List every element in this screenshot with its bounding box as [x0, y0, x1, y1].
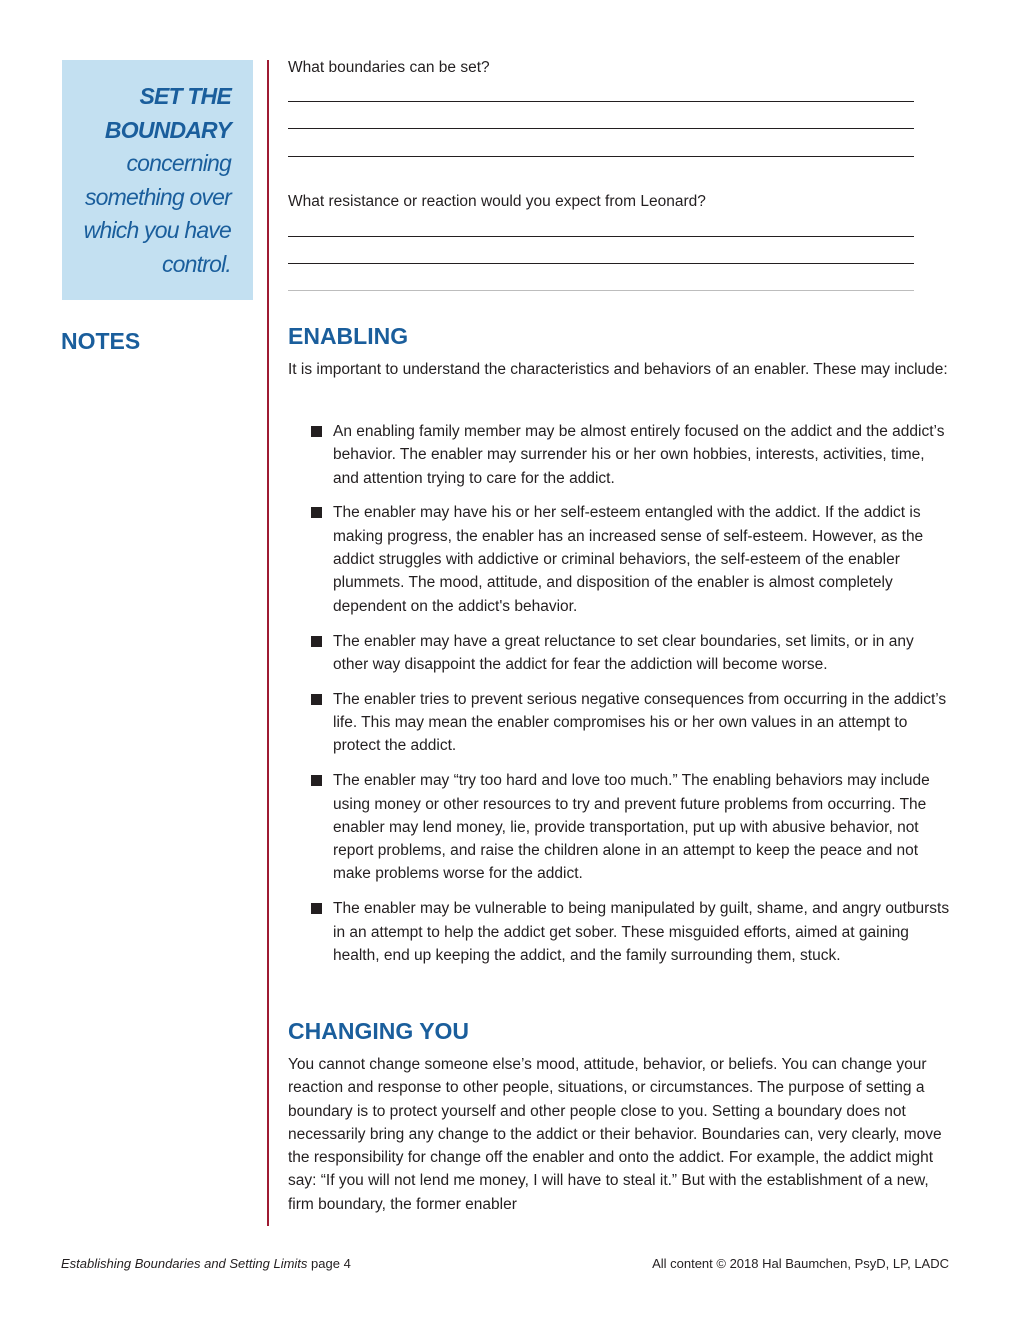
enabling-intro: It is important to understand the characteristics and behaviors of an enabler. These may include:	[288, 361, 948, 378]
question-prompt: What resistance or reaction would you expect from Leonard?	[288, 193, 706, 210]
list-item	[288, 769, 950, 885]
square-bullet-icon	[311, 903, 322, 914]
answer-line[interactable]	[288, 236, 914, 237]
answer-line[interactable]	[288, 263, 914, 264]
footer-copyright: All content © 2018 Hal Baumchen, PsyD, LP, LADC	[652, 1256, 949, 1271]
changing-you-body: You cannot change someone else’s mood, attitude, behavior, or beliefs. You can change your reaction and response to other people, situations, or circumstances. The purpose of setting a boundary is to protect yourself and other people close to you. Setting a boundary does not necessarily bring any change to the addict or their behavior. Boundaries can, very clearly, move the responsibility for change off the enabler and onto the addict. For example, the addict might say: “If you will not lend me money, I will have to steal it.” But with the establishment of a new, firm boundary, the former enabler	[288, 1056, 942, 1213]
list-item-text: An enabling family member may be almost entirely focused on the addict and the addict’s behavior. The enabler may surrender his or her own hobbies, interests, activities, time, and attention trying to care for the addict.	[333, 423, 945, 487]
section-heading-changing-you: CHANGING YOU	[288, 1018, 470, 1044]
callout-line: control.	[161, 250, 231, 277]
section-heading-enabling: ENABLING	[288, 323, 409, 349]
answer-line[interactable]	[288, 156, 914, 157]
callout-line: SET THE	[139, 83, 231, 109]
callout-line: something over	[84, 183, 231, 210]
list-item-text: The enabler may be vulnerable to being manipulated by guilt, shame, and angry outbursts in an attempt to help the addict get sober. These misguided efforts, aimed at gaining health, end up keeping the addict, and the family surrounding them, stuck.	[333, 900, 950, 964]
footer-page-number: page 4	[307, 1256, 351, 1271]
list-item-text: The enabler may have his or her self-esteem entangled with the addict. If the addict is making progress, the enabler has an increased sense of self-esteem. However, as the addict struggles with addictive or criminal behaviors, the self-esteem of the enabler plummets. The mood, attitude, and disposition of the enabler is almost completely dependent on the addict's behavior.	[333, 504, 924, 615]
question-prompt: What boundaries can be set?	[288, 59, 490, 76]
square-bullet-icon	[311, 775, 322, 786]
callout-line: which you have	[83, 217, 231, 244]
callout-line: BOUNDARY	[104, 116, 231, 143]
list-item-text: The enabler may “try too hard and love too much.” The enabling behaviors may include using money or other resources to try and prevent future problems from occurring. The enabler may lend money, lie, provide transportation, put up with abusive behavior, not report problems, and raise the children alone in an attempt to keep the peace and not make problems worse for the addict.	[333, 772, 930, 883]
square-bullet-icon	[311, 694, 322, 705]
column-divider	[267, 60, 269, 1226]
list-item	[288, 501, 950, 617]
callout-line: concerning	[126, 150, 231, 177]
list-item	[288, 630, 950, 677]
list-item-text: The enabler may have a great reluctance to set clear boundaries, set limits, or in any other way disappoint the addict for fear the addiction will become worse.	[333, 632, 914, 673]
square-bullet-icon	[311, 426, 322, 437]
sidebar-callout	[62, 60, 253, 300]
notes-heading: NOTES	[61, 328, 141, 354]
square-bullet-icon	[311, 507, 322, 518]
answer-line[interactable]	[288, 290, 914, 291]
list-item-text: The enabler tries to prevent serious negative consequences from occurring in the addict’s life. This may mean the enabler compromises his or her own values in an attempt to protect the addict.	[333, 690, 947, 755]
enabling-list	[288, 420, 950, 979]
footer-left	[61, 1255, 351, 1273]
answer-line[interactable]	[288, 101, 914, 102]
footer-document-title: Establishing Boundaries and Setting Limits	[61, 1256, 308, 1271]
answer-line[interactable]	[288, 128, 914, 129]
list-item	[288, 420, 950, 490]
square-bullet-icon	[311, 636, 322, 647]
list-item	[288, 688, 950, 758]
list-item	[288, 897, 950, 967]
